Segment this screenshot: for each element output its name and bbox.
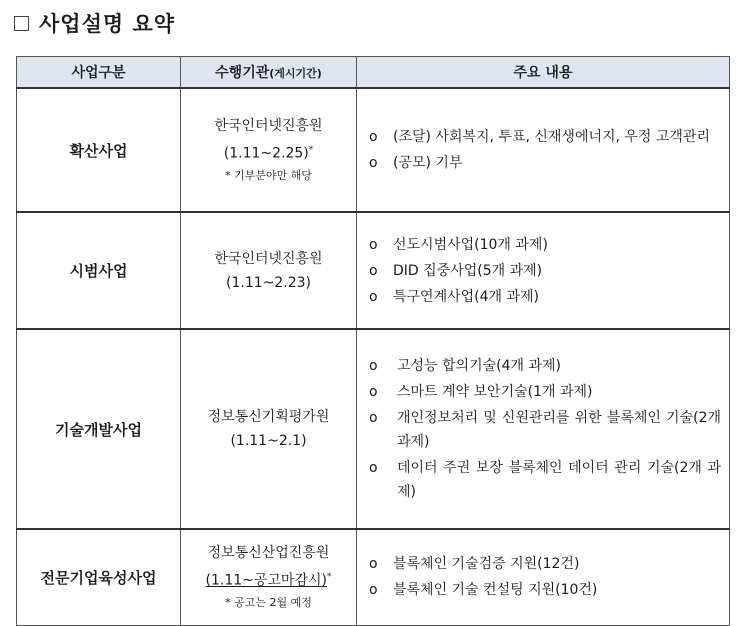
- bullet-icon: o: [369, 410, 378, 426]
- content-cell: [357, 329, 730, 529]
- business-summary-table: [16, 56, 730, 626]
- header-category: 사업구분: [17, 57, 181, 89]
- header-org-sub: (게시기간): [269, 67, 322, 80]
- org-cell: [181, 529, 357, 625]
- org-period: (1.11~2.25): [223, 145, 309, 162]
- table-row: [17, 329, 730, 529]
- org-period: (1.11~2.23): [226, 274, 311, 291]
- org-period: (1.11~공고마감시): [205, 573, 327, 590]
- item-text: 스마트 계약 보안기술(1개 과제): [397, 384, 593, 400]
- table-row: [17, 529, 730, 625]
- table-row: [17, 212, 730, 329]
- item-text: 선도시범사업(10개 과제): [393, 236, 548, 253]
- org-name: 정보통신기획평가원: [207, 409, 330, 425]
- section-title-text: 사업설명 요약: [39, 12, 176, 36]
- list-item: [369, 125, 721, 149]
- header-org-main: 수행기관: [215, 65, 270, 81]
- empty-square-icon: [14, 16, 29, 31]
- org-note: * 기부분야만 해당: [225, 168, 312, 182]
- item-text: 특구연계사업(4개 과제): [393, 288, 539, 305]
- org-name: 한국인터넷진흥원: [214, 250, 323, 267]
- category-cell: 확산사업: [17, 88, 181, 212]
- org-period-line: [185, 565, 352, 593]
- org-period: (1.11~2.1): [230, 433, 307, 449]
- item-text: 데이터 주권 보장 블록체인 데이터 관리 기술(2개 과제): [397, 460, 721, 500]
- bullet-icon: o: [369, 155, 378, 171]
- category-cell: 기술개발사업: [17, 329, 181, 529]
- list-item: [369, 578, 721, 602]
- list-item: [369, 259, 721, 283]
- org-name: 한국인터넷진흥원: [214, 118, 323, 135]
- org-note: * 공고는 2월 예정: [225, 596, 312, 610]
- table-row: [17, 88, 730, 212]
- header-org: [181, 57, 357, 89]
- bullet-icon: o: [369, 582, 378, 599]
- bullet-icon: o: [369, 460, 378, 476]
- list-item: [369, 285, 721, 309]
- item-text: DID 집중사업(5개 과제): [393, 262, 543, 279]
- category-cell: 시범사업: [17, 212, 181, 329]
- bullet-icon: o: [369, 236, 378, 253]
- bullet-icon: o: [369, 556, 378, 573]
- org-cell: [181, 88, 357, 212]
- org-period-mark: *: [308, 145, 314, 156]
- org-name: 정보통신산업진흥원: [207, 545, 330, 562]
- list-item: [369, 151, 721, 175]
- item-text: (공모) 기부: [393, 155, 463, 171]
- org-period-line: [185, 138, 352, 166]
- table-header-row: [17, 57, 730, 89]
- content-cell: [357, 212, 730, 329]
- list-item: [369, 406, 721, 454]
- list-item: [369, 456, 721, 504]
- section-title: [14, 9, 175, 37]
- list-item: [369, 354, 721, 378]
- content-cell: [357, 529, 730, 625]
- org-cell: [181, 329, 357, 529]
- bullet-icon: o: [369, 384, 378, 400]
- bullet-icon: o: [369, 129, 378, 145]
- item-text: 블록체인 기술 컨설팅 지원(10건): [393, 582, 598, 599]
- category-cell: 전문기업육성사업: [17, 529, 181, 625]
- list-item: [369, 233, 721, 257]
- item-text: 개인정보처리 및 신원관리를 위한 블록체인 기술(2개 과제): [397, 410, 721, 450]
- header-content: 주요 내용: [357, 57, 730, 89]
- bullet-icon: o: [369, 262, 378, 279]
- item-text: (조달) 사회복지, 투표, 신재생에너지, 우정 고객관리: [393, 129, 711, 145]
- item-text: 블록체인 기술검증 지원(12건): [393, 556, 580, 573]
- content-cell: [357, 88, 730, 212]
- list-item: [369, 380, 721, 404]
- item-text: 고성능 합의기술(4개 과제): [397, 358, 561, 374]
- org-cell: [181, 212, 357, 329]
- org-period-mark: *: [326, 572, 332, 583]
- bullet-icon: o: [369, 288, 378, 305]
- bullet-icon: o: [369, 358, 378, 374]
- list-item: [369, 552, 721, 576]
